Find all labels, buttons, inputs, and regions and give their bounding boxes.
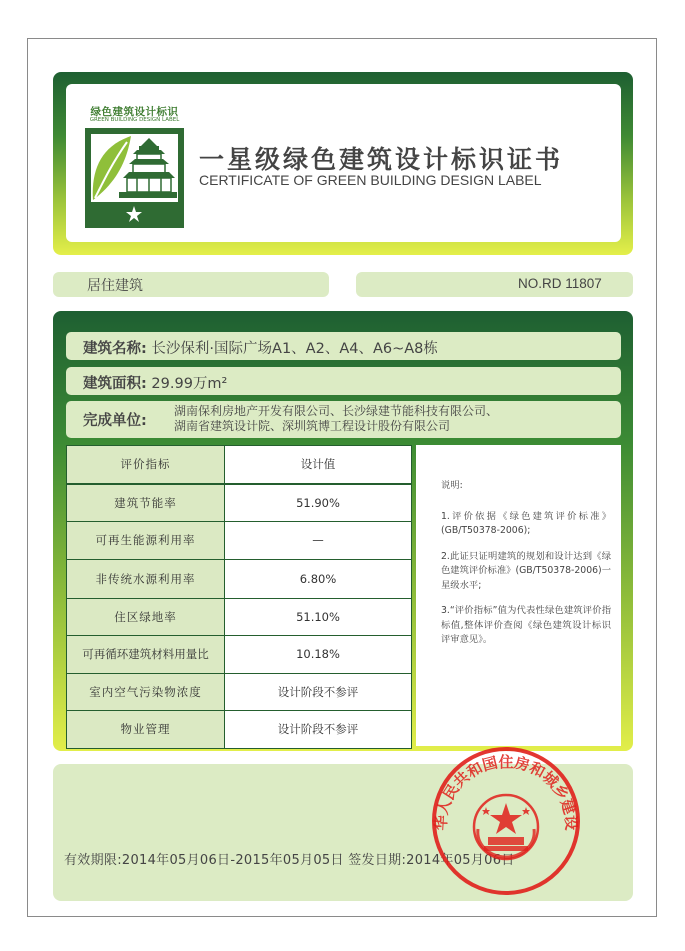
table-row (67, 636, 412, 674)
completing-units-row (66, 401, 621, 438)
note-item: 1.评价依据《绿色建筑评价标准》(GB/T50378-2006); (441, 510, 611, 536)
table-header-indicator: 评价指标 (67, 446, 225, 484)
indicator-name: 建筑节能率 (67, 484, 225, 522)
seal-text: 华人民共和国住房和城乡建设 (431, 753, 581, 831)
validity-period: 有效期限:2014年05月06日-2015年05月05日 签发日期:2014年05月06日 (64, 853, 515, 868)
indicator-value: 51.10% (225, 598, 412, 636)
table-header-row (67, 446, 412, 484)
completing-units-value (174, 404, 498, 434)
building-name-value: 长沙保利·国际广场A1、A2、A4、A6~A8栋 (151, 341, 438, 357)
indicator-name: 可再生能源利用率 (67, 522, 225, 560)
indicator-value: 设计阶段不参评 (225, 673, 412, 711)
table-row (67, 559, 412, 598)
evaluation-table (66, 445, 412, 749)
indicator-value: 51.90% (225, 484, 412, 522)
indicator-name: 可再循环建筑材料用量比 (67, 636, 225, 674)
building-name-label: 建筑名称: (83, 341, 147, 357)
temple-leaf-emblem-icon (85, 128, 184, 228)
indicator-value: 10.18% (225, 636, 412, 674)
indicator-value: — (225, 522, 412, 560)
notes-heading: 说明: (441, 480, 463, 491)
table-row (67, 522, 412, 560)
building-area-label: 建筑面积: (83, 376, 147, 392)
indicator-value: 设计阶段不参评 (225, 711, 412, 749)
certificate-title-en: CERTIFICATE OF GREEN BUILDING DESIGN LABEL (199, 172, 542, 188)
indicator-name: 非传统水源利用率 (67, 559, 225, 598)
green-building-logo (83, 104, 186, 228)
notes-panel (416, 445, 621, 746)
indicator-name: 室内空气污染物浓度 (67, 673, 225, 711)
table-row (67, 598, 412, 636)
note-item: 3.“评价指标”值为代表性绿色建筑评价指标值,整体评价查阅《绿色建筑设计标识评审意见》。 (441, 605, 611, 645)
building-name-row (66, 332, 621, 360)
table-row (67, 711, 412, 749)
logo-title-cn: 绿色建筑设计标识 (90, 106, 179, 118)
building-type-label: 居住建筑 (53, 272, 329, 297)
indicator-name: 住区绿地率 (67, 598, 225, 636)
table-row (67, 673, 412, 711)
completing-units-line-2: 湖南省建筑设计院、深圳筑博工程设计股份有限公司 (174, 419, 451, 433)
building-area-row (66, 367, 621, 395)
completing-units-label: 完成单位: (83, 413, 147, 429)
official-seal-stamp (430, 745, 582, 897)
table-row (67, 484, 412, 522)
certificate-number: NO.RD 11807 (356, 272, 633, 297)
indicator-value: 6.80% (225, 559, 412, 598)
indicator-name: 物业管理 (67, 711, 225, 749)
certificate-title-cn: 一星级绿色建筑设计标识证书 (199, 145, 564, 174)
table-header-value: 设计值 (225, 446, 412, 484)
logo-title-en: GREEN BUILDING DESIGN LABEL (89, 117, 180, 123)
note-item: 2.此证只证明建筑的规划和设计达到《绿色建筑评价标准》(GB/T50378-2006)一星级水平; (441, 550, 611, 591)
building-area-value: 29.99万m² (151, 376, 228, 392)
completing-units-line-1: 湖南保利房地产开发有限公司、长沙绿建节能科技有限公司、 (174, 404, 499, 418)
